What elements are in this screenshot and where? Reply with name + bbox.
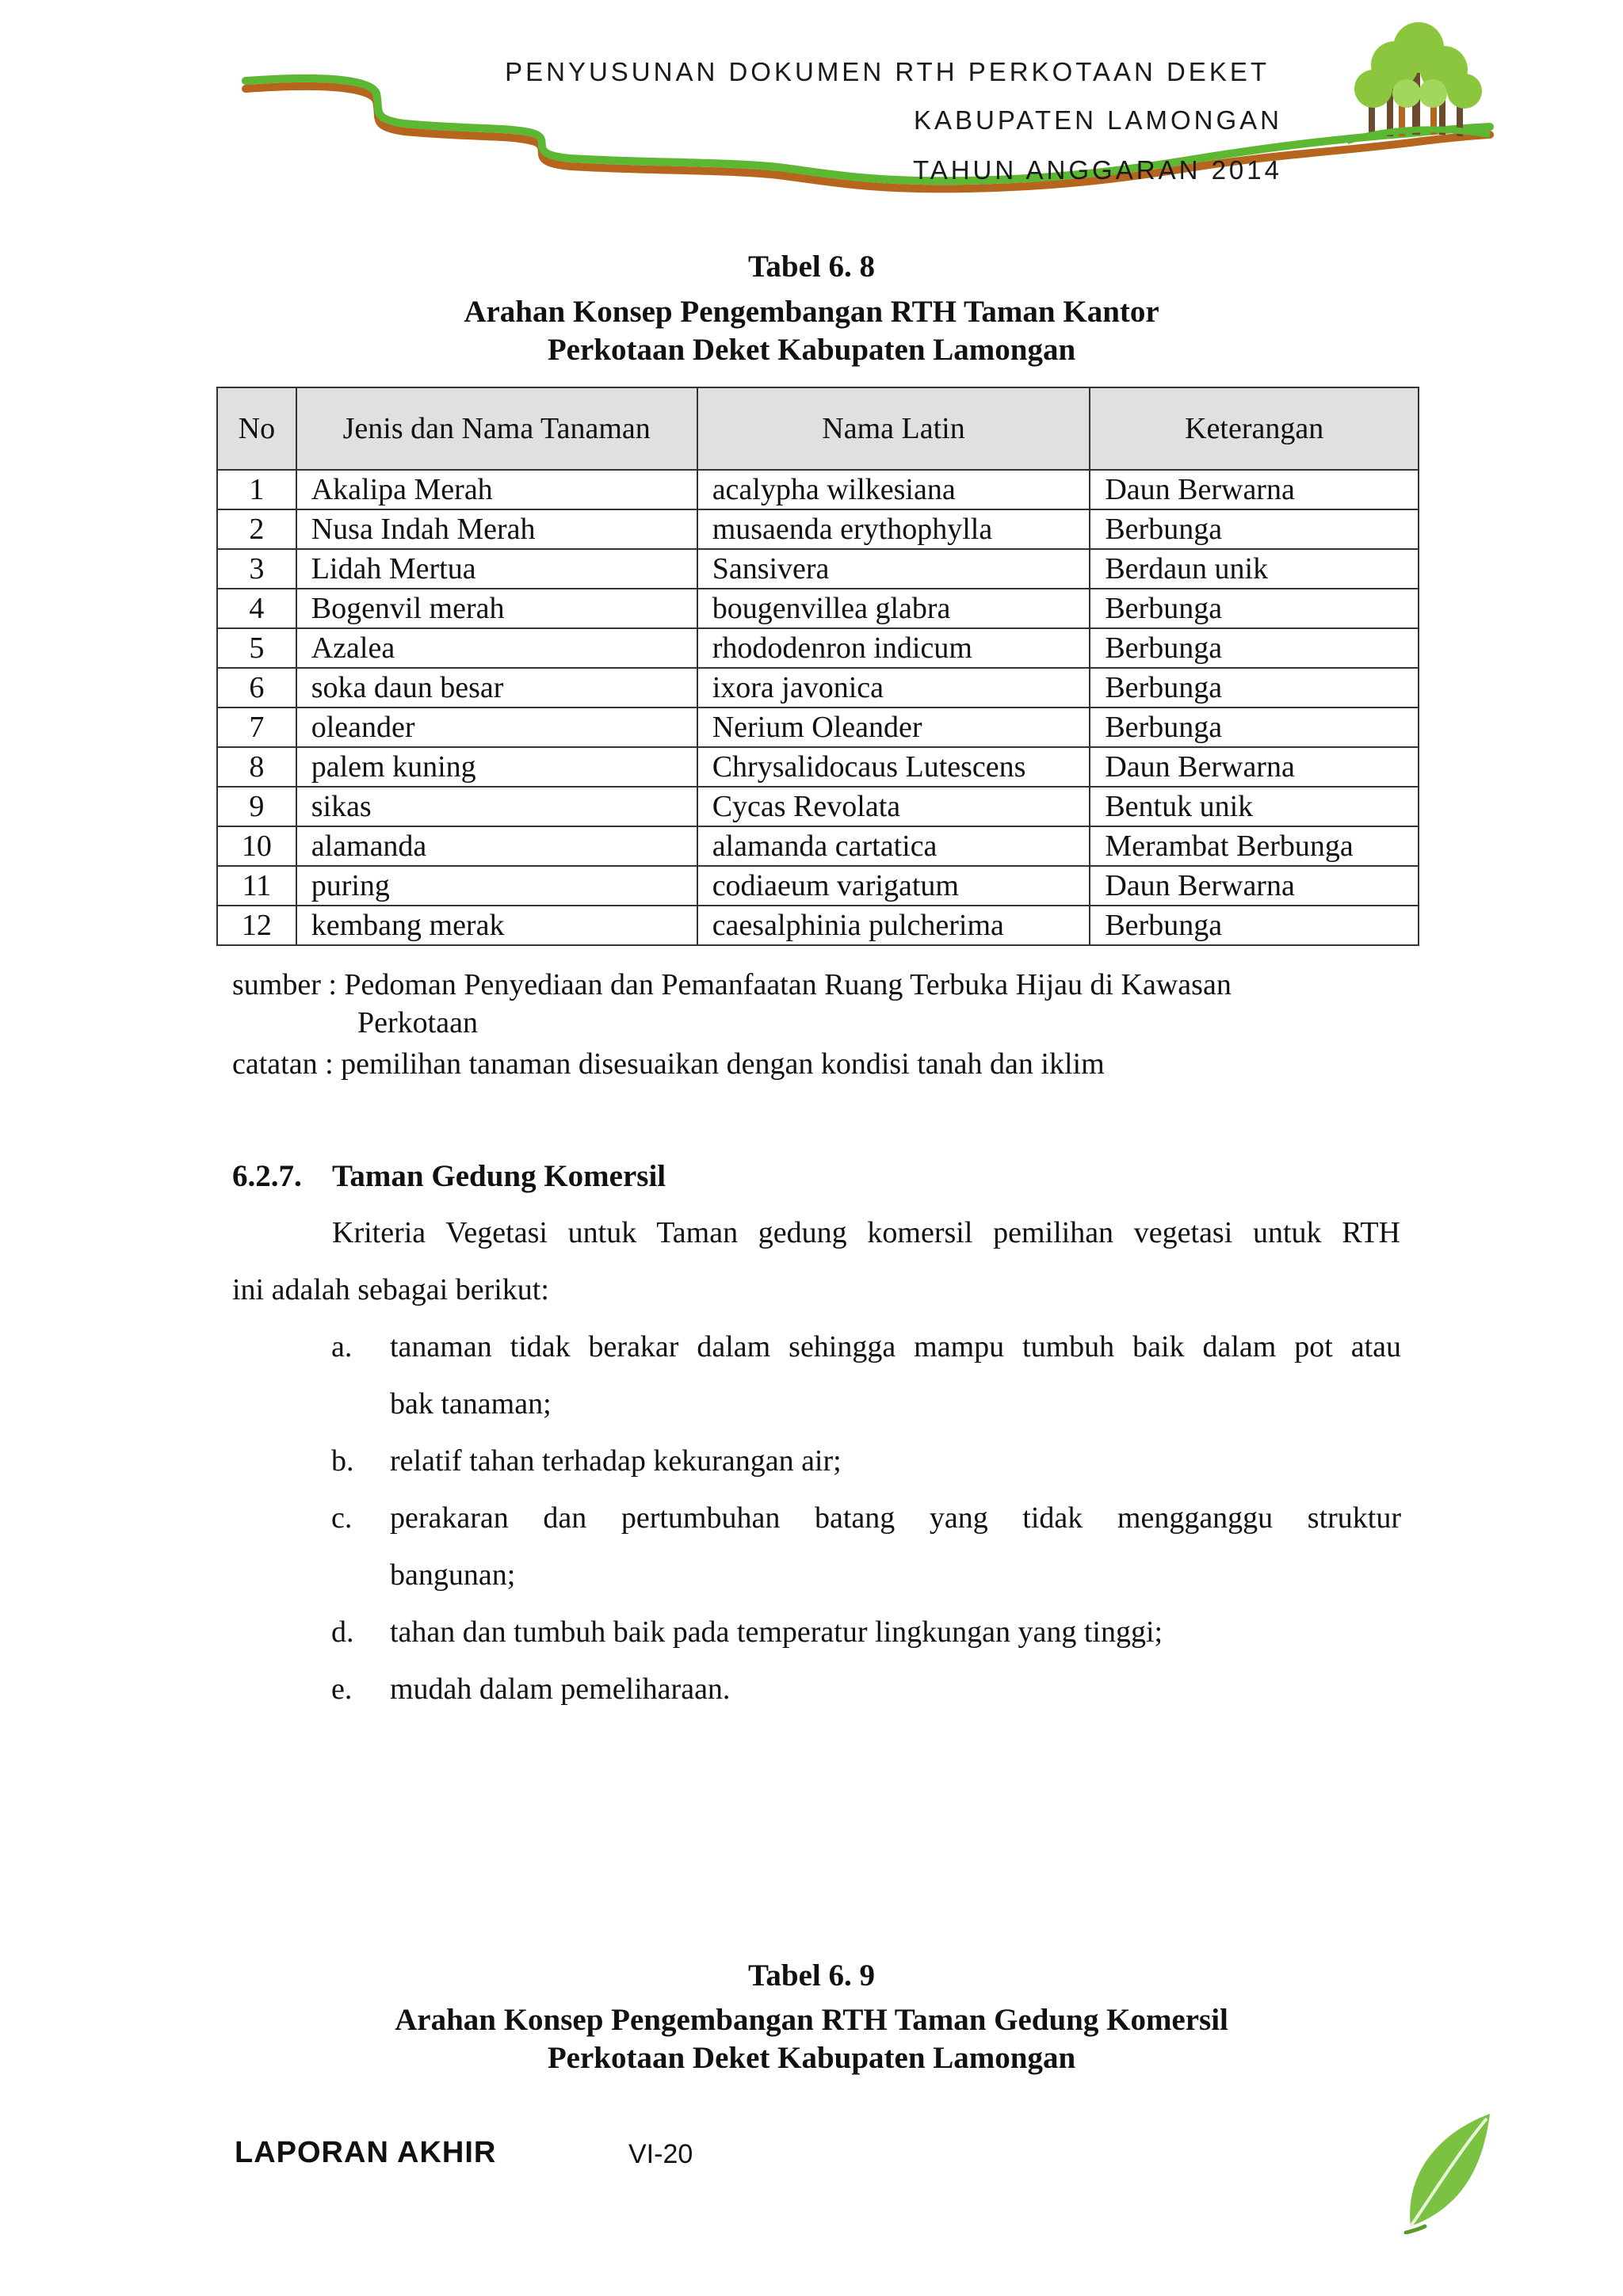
- table2-caption-subtitle: Perkotaan Deket Kabupaten Lamongan: [547, 2041, 1076, 2075]
- cell-no: 5: [217, 628, 296, 668]
- table1-caption-subtitle: Perkotaan Deket Kabupaten Lamongan: [547, 333, 1076, 367]
- table-source-line2: Perkotaan: [357, 1006, 478, 1039]
- cell-latin: Sansivera: [697, 549, 1090, 589]
- cell-keterangan: Daun Berwarna: [1090, 470, 1419, 509]
- cell-no: 12: [217, 906, 296, 945]
- cell-keterangan: Daun Berwarna: [1090, 747, 1419, 787]
- intro-line1: Kriteria Vegetasi untuk Taman gedung komersil pemilihan vegetasi untuk RTH: [332, 1216, 1400, 1249]
- list-text-line1: relatif tahan terhadap kekurangan air;: [390, 1444, 842, 1478]
- list-label: a.: [331, 1330, 353, 1363]
- cell-jenis: kembang merak: [296, 906, 697, 945]
- cell-keterangan: Merambat Berbunga: [1090, 826, 1419, 866]
- cell-no: 6: [217, 668, 296, 707]
- section-heading: [232, 1158, 666, 1194]
- plant-table: [216, 387, 1419, 946]
- header-decoration: [0, 0, 1623, 206]
- cell-no: 7: [217, 707, 296, 747]
- table-row: [217, 787, 1419, 826]
- cell-jenis: palem kuning: [296, 747, 697, 787]
- cell-keterangan: Berdaun unik: [1090, 549, 1419, 589]
- cell-jenis: Nusa Indah Merah: [296, 509, 697, 549]
- page-header: [0, 0, 1623, 206]
- list-text-line1: mudah dalam pemeliharaan.: [390, 1672, 731, 1706]
- cell-keterangan: Berbunga: [1090, 906, 1419, 945]
- cell-latin: codiaeum varigatum: [697, 866, 1090, 906]
- header-title-line2: KABUPATEN LAMONGAN: [913, 105, 1282, 135]
- list-item: [331, 1604, 1401, 1661]
- cell-no: 1: [217, 470, 296, 509]
- cell-latin: ixora javonica: [697, 668, 1090, 707]
- table-header-row: [217, 387, 1419, 470]
- cell-jenis: Lidah Mertua: [296, 549, 697, 589]
- footer-page-number: VI-20: [628, 2139, 693, 2169]
- list-label: d.: [331, 1615, 354, 1649]
- cell-keterangan: Berbunga: [1090, 589, 1419, 628]
- list-text-line2: bak tanaman;: [390, 1387, 552, 1421]
- cell-keterangan: Berbunga: [1090, 628, 1419, 668]
- cell-no: 2: [217, 509, 296, 549]
- section-title: Taman Gedung Komersil: [332, 1159, 666, 1193]
- cell-no: 11: [217, 866, 296, 906]
- table-row: [217, 549, 1419, 589]
- intro-line2: ini adalah sebagai berikut:: [232, 1273, 549, 1306]
- cell-keterangan: Bentuk unik: [1090, 787, 1419, 826]
- cell-jenis: puring: [296, 866, 697, 906]
- list-item: [331, 1489, 1401, 1604]
- list-item: [331, 1432, 1401, 1489]
- header-title-line1: PENYUSUNAN DOKUMEN RTH PERKOTAAN DEKET: [505, 57, 1270, 86]
- table-row: [217, 589, 1419, 628]
- list-label: c.: [331, 1501, 353, 1535]
- cell-latin: caesalphinia pulcherima: [697, 906, 1090, 945]
- table1-caption-title: Arahan Konsep Pengembangan RTH Taman Kantor: [464, 295, 1159, 329]
- table-row: [217, 470, 1419, 509]
- table-row: [217, 866, 1419, 906]
- cell-jenis: Azalea: [296, 628, 697, 668]
- cell-jenis: soka daun besar: [296, 668, 697, 707]
- list-text-line1: perakaran dan pertumbuhan batang yang tidak mengganggu struktur: [390, 1501, 1401, 1535]
- table1-caption-number: Tabel 6. 8: [747, 250, 876, 284]
- cell-latin: Cycas Revolata: [697, 787, 1090, 826]
- cell-jenis: oleander: [296, 707, 697, 747]
- section-intro: [232, 1204, 1400, 1318]
- list-item: [331, 1661, 1401, 1718]
- list-text-line2: bangunan;: [390, 1558, 516, 1592]
- cell-keterangan: Berbunga: [1090, 668, 1419, 707]
- cell-jenis: Bogenvil merah: [296, 589, 697, 628]
- table2-caption-number: Tabel 6. 9: [747, 1958, 876, 1993]
- table-row: [217, 826, 1419, 866]
- header-title-line3: TAHUN ANGGARAN 2014: [912, 155, 1282, 185]
- footer-report-label: LAPORAN AKHIR: [235, 2136, 497, 2169]
- table-row: [217, 668, 1419, 707]
- cell-keterangan: Daun Berwarna: [1090, 866, 1419, 906]
- cell-no: 4: [217, 589, 296, 628]
- cell-latin: alamanda cartatica: [697, 826, 1090, 866]
- trees-logo-icon: [1347, 22, 1490, 141]
- section-number: 6.2.7.: [232, 1159, 302, 1193]
- table-row: [217, 747, 1419, 787]
- table-row: [217, 707, 1419, 747]
- cell-no: 10: [217, 826, 296, 866]
- list-label: b.: [331, 1444, 354, 1478]
- cell-latin: rhododenron indicum: [697, 628, 1090, 668]
- leaf-icon: [1401, 2107, 1496, 2234]
- cell-keterangan: Berbunga: [1090, 707, 1419, 747]
- cell-latin: musaenda erythophylla: [697, 509, 1090, 549]
- cell-keterangan: Berbunga: [1090, 509, 1419, 549]
- table-row: [217, 509, 1419, 549]
- cell-no: 8: [217, 747, 296, 787]
- cell-jenis: Akalipa Merah: [296, 470, 697, 509]
- table2-caption-title: Arahan Konsep Pengembangan RTH Taman Gedung Komersil: [395, 2003, 1228, 2037]
- column-header-keterangan: Keterangan: [1090, 387, 1419, 470]
- list-item: [331, 1318, 1401, 1432]
- cell-latin: bougenvillea glabra: [697, 589, 1090, 628]
- table-note: catatan : pemilihan tanaman disesuaikan dengan kondisi tanah dan iklim: [232, 1047, 1105, 1081]
- cell-latin: acalypha wilkesiana: [697, 470, 1090, 509]
- column-header-jenis: Jenis dan Nama Tanaman: [296, 387, 697, 470]
- column-header-no: No: [217, 387, 296, 470]
- table-row: [217, 906, 1419, 945]
- list-text-line1: tanaman tidak berakar dalam sehingga mampu tumbuh baik dalam pot atau: [390, 1330, 1401, 1363]
- column-header-latin: Nama Latin: [697, 387, 1090, 470]
- list-label: e.: [331, 1672, 353, 1706]
- table-source-line1: sumber : Pedoman Penyediaan dan Pemanfaatan Ruang Terbuka Hijau di Kawasan: [232, 968, 1232, 1001]
- cell-no: 3: [217, 549, 296, 589]
- list-text-line1: tahan dan tumbuh baik pada temperatur lingkungan yang tinggi;: [390, 1615, 1163, 1649]
- cell-jenis: sikas: [296, 787, 697, 826]
- cell-jenis: alamanda: [296, 826, 697, 866]
- cell-latin: Chrysalidocaus Lutescens: [697, 747, 1090, 787]
- table-row: [217, 628, 1419, 668]
- cell-latin: Nerium Oleander: [697, 707, 1090, 747]
- cell-no: 9: [217, 787, 296, 826]
